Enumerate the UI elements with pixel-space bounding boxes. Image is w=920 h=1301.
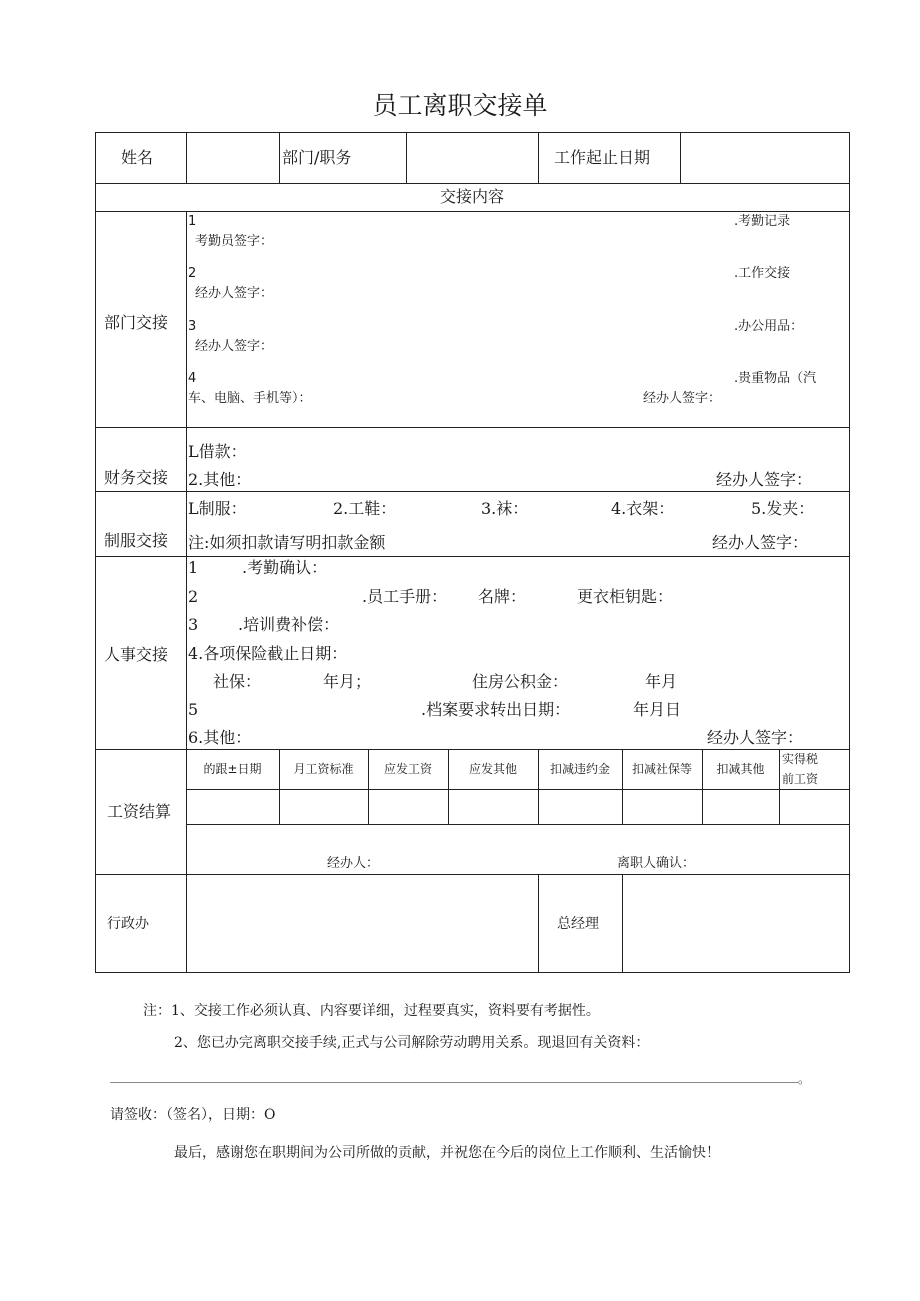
hr-num: 5 (188, 700, 199, 719)
hr-fund: 住房公积金： (472, 672, 569, 691)
salary-col-header: 扣减社保等 (631, 762, 692, 776)
salary-confirm: 离职人确认： (617, 856, 696, 871)
note-2: 2、您已办完离职交接手续,正式与公司解除劳动聘用关系。现退回有关资料： (174, 1035, 650, 1051)
uniform-sign: 经办人签字： (712, 533, 809, 552)
salary-col-header-line1: 实得税 (782, 752, 819, 766)
period-field[interactable] (681, 133, 849, 183)
hr-sign: 经办人签字： (707, 728, 804, 747)
salary-cell[interactable] (703, 790, 779, 824)
finance-sign: 经办人签字： (716, 470, 813, 489)
salary-col-header: 月工资标准 (293, 762, 354, 776)
table-border-right (849, 132, 850, 973)
closing-message: 最后，感谢您在职期间为公司所做的贡献，并祝您在今后的岗位上工作顺利、生活愉快！ (174, 1145, 720, 1161)
hr-other: 6.其他： (188, 728, 252, 747)
row-divider (95, 749, 850, 750)
hr-handbook: .员工手册： (362, 587, 448, 606)
dept-item-text: .工作交接 (734, 266, 791, 281)
uniform-handover-label: 制服交接 (104, 531, 169, 550)
hr-insurance: 4.各项保险截止日期： (188, 644, 348, 663)
row-divider (95, 427, 850, 428)
dept-field[interactable] (407, 133, 538, 183)
salary-cell[interactable] (623, 790, 702, 824)
salary-cell[interactable] (187, 790, 279, 824)
dept-item-cont: 车、电脑、手机等）： (188, 391, 312, 406)
finance-other: 2.其他： (188, 470, 252, 489)
salary-cell[interactable] (280, 790, 368, 824)
table-border-bottom (95, 972, 850, 973)
dept-item-num: 2 (188, 266, 197, 281)
row-divider (95, 183, 850, 184)
hr-social-date: 年月； (323, 672, 372, 691)
hr-archive: .档案要求转出日期： (421, 700, 571, 719)
admin-label: 行政办 (107, 916, 149, 932)
dept-item-text: .考勤记录 (734, 214, 791, 229)
dept-item-sign: 经办人签字： (195, 286, 274, 301)
salary-col-header: 扣减违约金 (549, 762, 610, 776)
dept-item-sign: 经办人签字： (195, 339, 274, 354)
salary-cell[interactable] (449, 790, 538, 824)
admin-sign-field[interactable] (187, 875, 538, 972)
uniform-item: 4.衣架： (611, 499, 675, 518)
salary-cell[interactable] (780, 790, 849, 824)
hr-social: 社保： (213, 672, 262, 691)
hr-archive-date: 年月日 (633, 700, 682, 719)
uniform-item: L制服： (188, 499, 247, 518)
row-divider (95, 556, 850, 557)
dept-handover-label: 部门交接 (104, 313, 169, 332)
section-title: 交接内容 (439, 187, 504, 206)
salary-cell[interactable] (539, 790, 622, 824)
dept-item-num: 1 (188, 214, 197, 229)
salary-handler: 经办人： (327, 856, 380, 871)
salary-col-header-line2: 前工资 (782, 772, 819, 786)
hr-handover-label: 人事交接 (104, 645, 169, 664)
salary-col-header: 应发其他 (468, 762, 517, 776)
period-label: 工作起止日期 (554, 148, 651, 167)
finance-loan: L借款： (188, 442, 247, 461)
dept-label: 部门/职务 (282, 148, 352, 167)
hr-num: 2 (188, 587, 199, 606)
hr-badge: 名牌： (478, 587, 527, 606)
col-divider (279, 132, 280, 184)
note-1: 注：1、交接工作必须认真、内容要详细，过程要真实，资料要有考据性。 (143, 1003, 600, 1019)
salary-col-header: 应发工资 (383, 762, 432, 776)
sign-receipt: 请签收：（签名），日期：O (110, 1107, 276, 1123)
dept-item-sign: 考勤员签字： (195, 234, 274, 249)
row-divider (186, 824, 850, 825)
dept-item-num: 3 (188, 319, 197, 334)
page-title: 员工离职交接单 (372, 91, 548, 120)
line-tail: 。 (798, 1072, 811, 1086)
uniform-item: 3.袜： (481, 499, 529, 518)
dept-item-text: .贵重物品（汽 (734, 371, 817, 386)
hr-fund-date: 年月 (645, 672, 678, 691)
dept-item-num: 4 (188, 371, 197, 386)
salary-label: 工资结算 (107, 802, 172, 821)
uniform-item: 5.发夹： (751, 499, 815, 518)
hr-num: 3 (188, 615, 199, 634)
hr-num: 1 (188, 558, 199, 577)
name-field[interactable] (187, 133, 279, 183)
dept-item-text: .办公用品： (734, 319, 804, 334)
finance-handover-label: 财务交接 (104, 468, 169, 487)
gm-sign-field[interactable] (623, 875, 849, 972)
uniform-item: 2.工鞋： (333, 499, 397, 518)
dept-item-sign: 经办人签字： (643, 391, 722, 406)
salary-col-header: 的跟±日期 (203, 762, 262, 776)
uniform-note: 注:如须扣款请写明扣款金额 (188, 533, 386, 552)
table-border-left (95, 132, 96, 973)
return-items-line (110, 1082, 798, 1083)
hr-training: .培训费补偿： (238, 615, 340, 634)
row-divider (95, 211, 850, 212)
name-label: 姓名 (121, 148, 154, 167)
hr-locker-key: 更衣柜钥匙： (577, 587, 674, 606)
salary-cell[interactable] (369, 790, 448, 824)
col-divider (186, 211, 187, 973)
col-divider (538, 874, 539, 973)
salary-col-header: 扣减其他 (716, 762, 765, 776)
gm-label: 总经理 (557, 916, 599, 932)
hr-attendance: .考勤确认： (242, 558, 328, 577)
row-divider (95, 491, 850, 492)
col-divider (538, 132, 539, 184)
